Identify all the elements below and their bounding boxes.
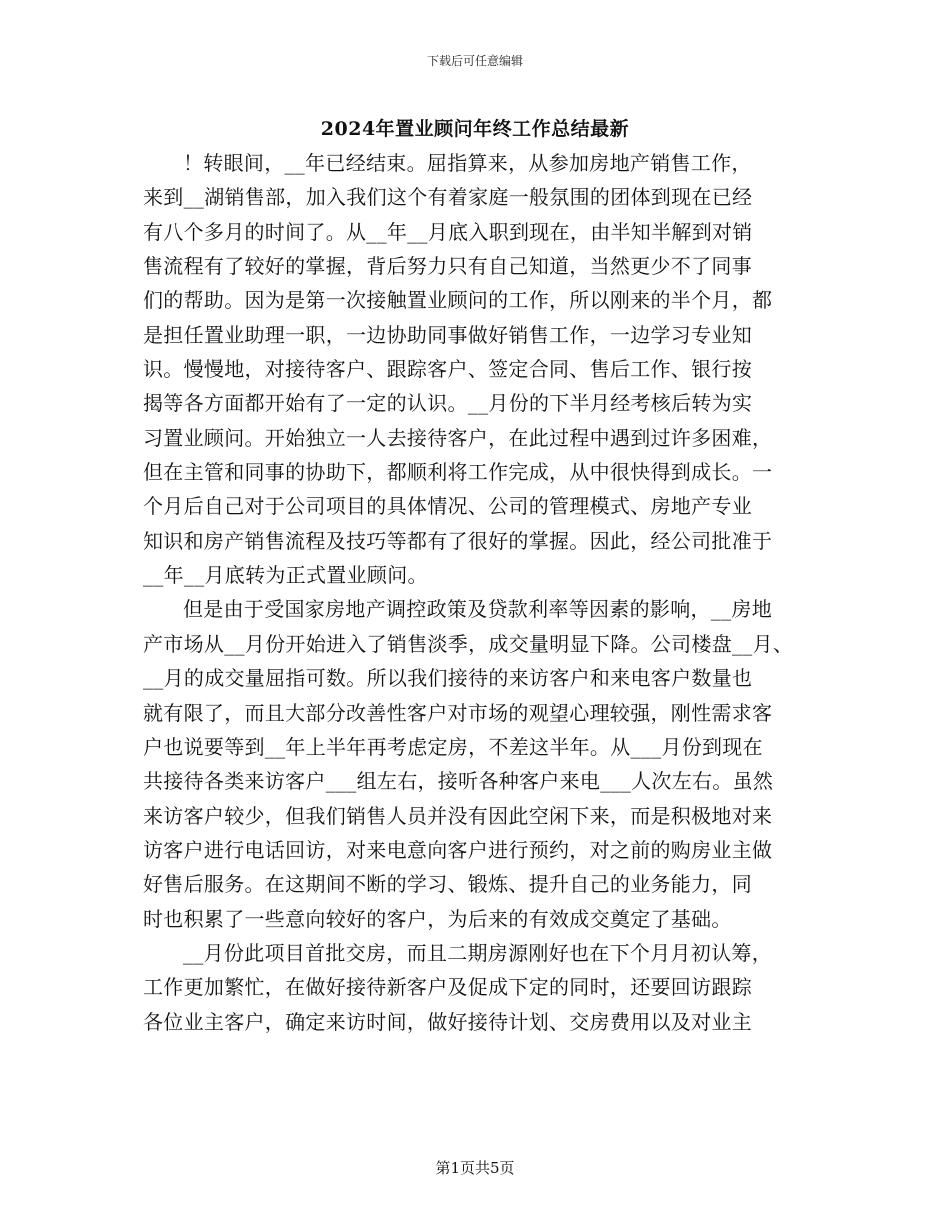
text-line: 工作更加繁忙，在做好接待新客户及促成下定的同时，还要回访跟踪 — [143, 975, 752, 1000]
text-line: 各位业主客户，确定来访时间，做好接待计划、交房费用以及对业主 — [143, 1009, 752, 1034]
text-line: 就有限了，而且大部分改善性客户对市场的观望心理较强，刚性需求客 — [143, 700, 773, 725]
text-line: __年__月底转为正式置业顾问。 — [143, 563, 428, 588]
text-line: 产市场从__月份开始进入了销售淡季，成交量明显下降。公司楼盘__月、 — [143, 631, 794, 656]
text-line: 个月后自己对于公司项目的具体情况、公司的管理模式、房地产专业 — [143, 494, 752, 519]
text-line: 好售后服务。在这期间不断的学习、锻炼、提升自己的业务能力，同 — [143, 872, 752, 897]
text-line: 访客户进行电话回访，对来电意向客户进行预约，对之前的购房业主做 — [143, 837, 773, 862]
text-line: 揭等各方面都开始有了一定的认识。__月份的下半月经考核后转为实 — [143, 391, 753, 416]
text-line: 户也说要等到__年上半年再考虑定房，不差这半年。从___月份到现在 — [143, 734, 763, 759]
page-footer: 第1页共5页 — [435, 1159, 515, 1177]
text-line: 知识和房产销售流程及技巧等都有了很好的掌握。因此，经公司批准于 — [143, 528, 773, 553]
text-line: __月份此项目首批交房，而且二期房源刚好也在下个月月初认筹， — [183, 940, 772, 965]
text-line: 来到__湖销售部，加入我们这个有着家庭一般氛围的团体到现在已经 — [143, 185, 753, 210]
text-line: 识。慢慢地，对接待客户、跟踪客户、签定合同、售后工作、银行按 — [143, 357, 752, 382]
text-line: 但是由于受国家房地产调控政策及贷款利率等因素的影响，__房地 — [183, 597, 772, 622]
text-line: ！转眼间，__年已经结束。屈指算来，从参加房地产销售工作， — [183, 151, 752, 175]
text-line: 但在主管和同事的协助下，都顺利将工作完成，从中很快得到成长。一 — [143, 460, 773, 485]
text-line: 是担任置业助理一职，一边协助同事做好销售工作，一边学习专业知 — [143, 322, 752, 347]
text-line: 有八个多月的时间了。从__年__月底入职到现在，由半知半解到对销 — [143, 219, 753, 244]
document-title: 2024年置业顾问年终工作总结最新 — [320, 118, 630, 140]
text-line: 售流程有了较好的掌握，背后努力只有自己知道，当然更少不了同事 — [143, 254, 752, 279]
text-line: 习置业顾问。开始独立一人去接待客户，在此过程中遇到过许多困难， — [143, 425, 773, 450]
document-body — [143, 146, 811, 1039]
text-line: 来访客户较少，但我们销售人员并没有因此空闲下来，而是积极地对来 — [143, 803, 773, 828]
text-line: 们的帮助。因为是第一次接触置业顾问的工作，所以刚来的半个月，都 — [143, 288, 773, 313]
page-header: 下载后可任意编辑 — [426, 54, 523, 68]
text-line: __月的成交量屈指可数。所以我们接待的来访客户和来电客户数量也 — [143, 666, 753, 691]
text-line: 共接待各类来访客户___组左右，接听各种客户来电___人次左右。虽然 — [143, 769, 774, 794]
text-line: 时也积累了一些意向较好的客户，为后来的有效成交奠定了基础。 — [143, 906, 732, 931]
